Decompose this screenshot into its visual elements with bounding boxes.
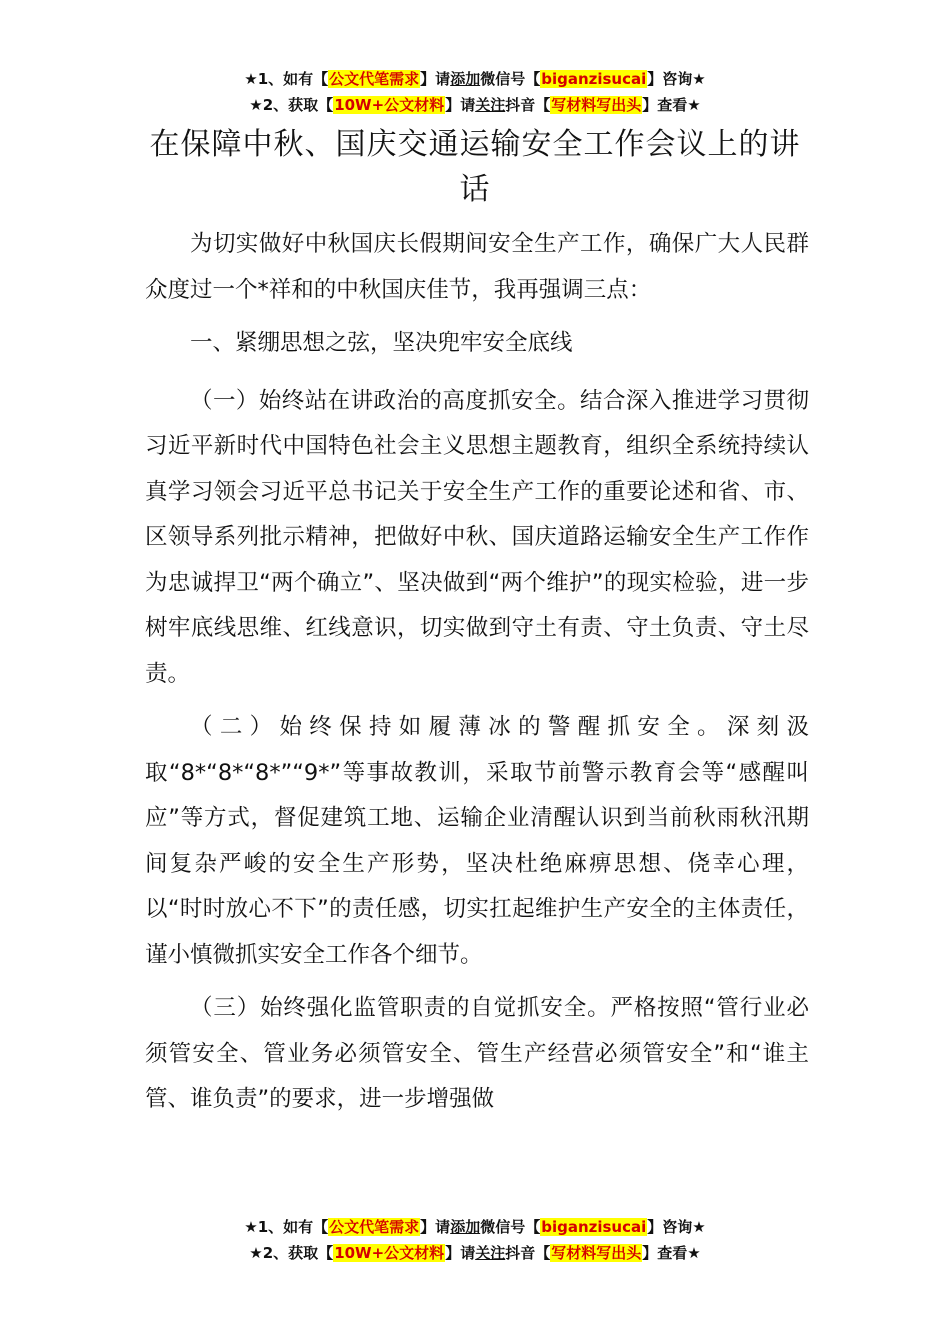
- banner-highlight: biganzisucai: [541, 70, 647, 88]
- document-body: [145, 222, 809, 1131]
- banner-highlight: 10W+公文材料: [334, 1244, 445, 1262]
- banner-highlight: 公文代笔需求: [329, 1218, 420, 1236]
- paragraph-point-3: （三）始终强化监管职责的自觉抓安全。严格按照“管行业必须管安全、管业务必须管安全、管生产经营必须管安全”和“谁主管、谁负责”的要求，进一步增强做: [145, 995, 809, 1112]
- banner-highlight: biganzisucai: [541, 1218, 647, 1236]
- document-title: 在保障中秋、国庆交通运输安全工作会议上的讲话: [149, 127, 801, 207]
- banner-highlight: 公文代笔需求: [329, 70, 420, 88]
- banner-line-1: ★1、如有【公文代笔需求】请添加微信号【biganzisucai】咨询★: [244, 1218, 706, 1236]
- banner-highlight: 写材料写出头: [551, 96, 642, 114]
- bottom-banner: [0, 1214, 950, 1266]
- banner-highlight: 写材料写出头: [551, 1244, 642, 1262]
- banner-line-1: ★1、如有【公文代笔需求】请添加微信号【biganzisucai】咨询★: [244, 70, 706, 88]
- section-heading: 一、紧绷思想之弦，坚决兜牢安全底线: [190, 330, 573, 356]
- top-banner: [0, 66, 950, 118]
- banner-line-2: ★2、获取【10W+公文材料】请关注抖音【写材料写出头】查看★: [249, 1244, 701, 1262]
- banner-highlight: 10W+公文材料: [334, 96, 445, 114]
- paragraph-intro: 为切实做好中秋国庆长假期间安全生产工作，确保广大人民群众度过一个*祥和的中秋国庆佳节，我再强调三点：: [145, 231, 809, 303]
- banner-line-2: ★2、获取【10W+公文材料】请关注抖音【写材料写出头】查看★: [249, 96, 701, 114]
- paragraph-point-1: （一）始终站在讲政治的高度抓安全。结合深入推进学习贯彻习近平新时代中国特色社会主义思想主题教育，组织全系统持续认真学习领会习近平总书记关于安全生产工作的重要论述和省、市、区领导系列批示精神，把做好中秋、国庆道路运输安全生产工作作为忠诚捍卫“两个确立”、坚决做到“两个维护”的现实检验，进一步树牢底线思维、红线意识，切实做到守土有责、守土负责、守土尽责。: [145, 387, 809, 687]
- paragraph-point-2: （二）始终保持如履薄冰的警醒抓安全。深刻汲取“8*“8*“8*”“9*”等事故教训，采取节前警示教育会等“感醒叫应”等方式，督促建筑工地、运输企业清醒认识到当前秋雨秋汛期间复杂严峻的安全生产形势，坚决杜绝麻痹思想、侥幸心理，以“时时放心不下”的责任感，切实扛起维护生产安全的主体责任，谨小慎微抓实安全工作各个细节。: [145, 714, 809, 968]
